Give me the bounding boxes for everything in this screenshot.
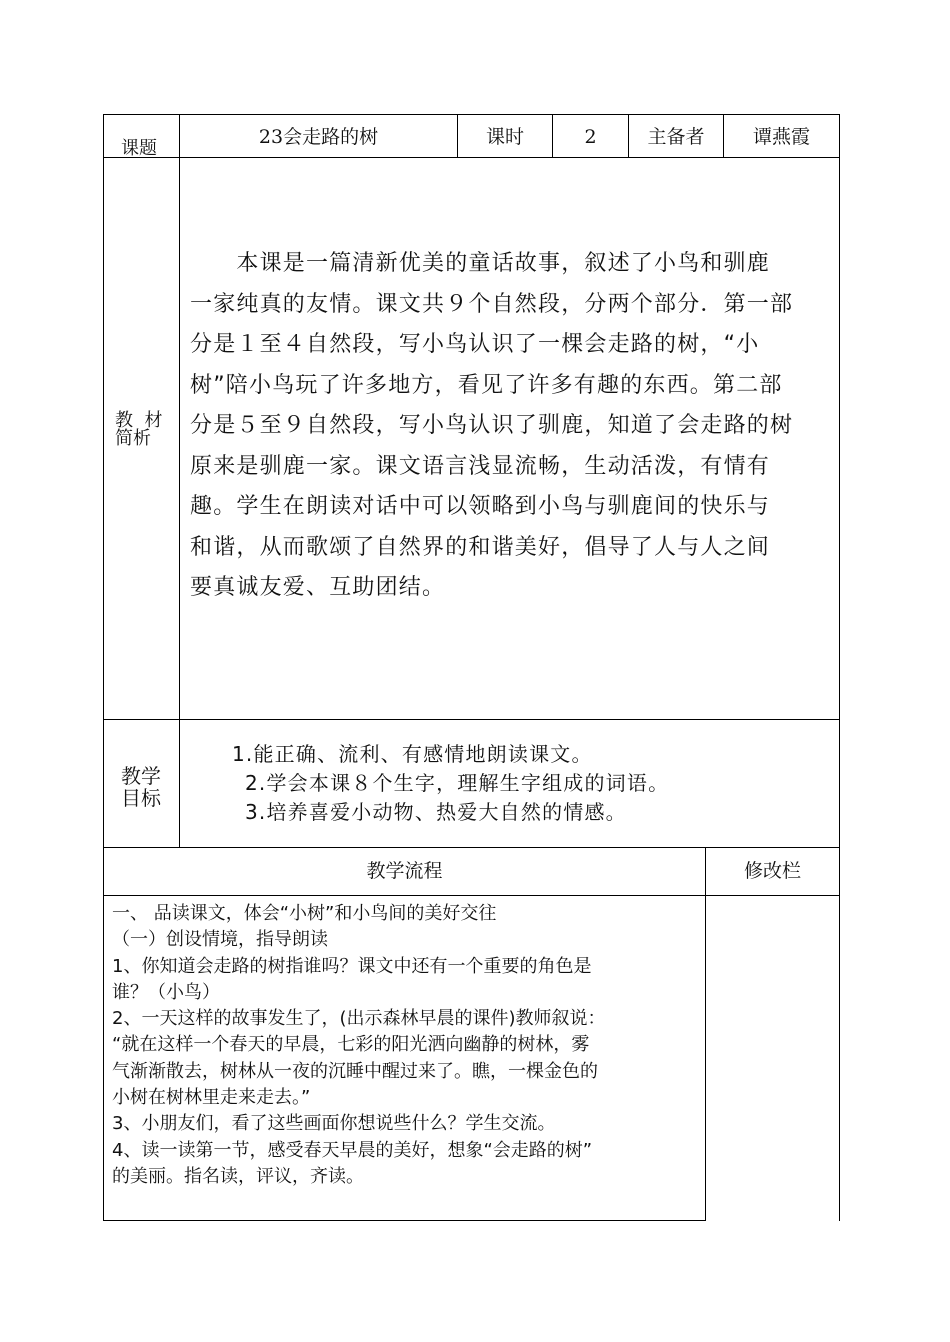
row-divider-header <box>103 157 840 158</box>
analysis-line: 本课是一篇清新优美的童话故事，叙述了小鸟和驯鹿 <box>190 251 771 276</box>
process-header-right: 修改栏 <box>743 860 801 882</box>
goals-label-line1: 教学 <box>121 764 161 788</box>
table-border-left <box>103 114 104 1221</box>
process-line: 2、一天这样的故事发生了，(出示森林早晨的课件)教师叙说： <box>112 1008 606 1030</box>
row-divider-process-header <box>103 895 840 896</box>
process-line: “就在这样一个春天的早晨，七彩的阳光洒向幽静的树林，雾 <box>112 1034 590 1056</box>
process-line: 的美丽。指名读，评议，齐读。 <box>112 1165 364 1187</box>
process-cell-bottom <box>103 1220 706 1221</box>
process-line: 气渐渐散去，树林从一夜的沉睡中醒过来了。瞧，一棵金色的 <box>112 1060 598 1082</box>
process-line: 谁？（小鸟） <box>112 981 220 1003</box>
row-divider-goals <box>103 847 840 848</box>
analysis-label <box>115 412 162 448</box>
process-line: （一）创设情境，指导朗读 <box>112 929 328 951</box>
topic-value: 23会走路的树 <box>258 126 379 148</box>
goal-item-1: 1.能正确、流利、有感情地朗读课文。 <box>232 742 593 766</box>
goals-label-line2: 目标 <box>121 786 161 810</box>
hours-value: 2 <box>584 126 597 148</box>
goals-label <box>121 765 161 809</box>
hours-label: 课时 <box>485 126 524 148</box>
analysis-text <box>190 244 830 609</box>
process-line: 一、 品读课文，体会“小树”和小鸟间的美好交往 <box>112 903 497 924</box>
process-column-divider <box>705 847 706 1221</box>
analysis-label-line1: 教 材 <box>115 410 163 431</box>
process-line: 4、读一读第一节，感受春天早晨的美好，想象“会走路的树” <box>112 1139 593 1161</box>
process-line: 小树在树林里走来走去。” <box>112 1087 311 1109</box>
analysis-line: 趣。学生在朗读对话中可以领略到小鸟与驯鹿间的快乐与 <box>190 494 771 519</box>
process-content <box>112 901 702 1190</box>
preparer-label: 主备者 <box>647 126 705 148</box>
table-border-top <box>103 114 840 115</box>
process-header-left: 教学流程 <box>366 860 443 882</box>
process-line: 1、你知道会走路的树指谁吗？课文中还有一个重要的角色是 <box>112 955 592 977</box>
analysis-line: 分是１至４自然段，写小鸟认识了一棵会走路的树，“小 <box>190 332 760 357</box>
analysis-line: 要真诚友爱、互助团结。 <box>190 575 446 600</box>
analysis-line: 原来是驯鹿一家。课文语言浅显流畅，生动活泼，有情有 <box>190 453 771 479</box>
preparer-value: 谭燕霞 <box>752 126 810 148</box>
table-border-right <box>839 114 840 1221</box>
goal-item-3: 3.培养喜爱小动物、热爱大自然的情感。 <box>245 800 627 824</box>
analysis-line: 树”陪小鸟玩了许多地方，看见了许多有趣的东西。第二部 <box>190 372 783 398</box>
process-line: 3、小朋友们，看了这些画面你想说些什么？学生交流。 <box>112 1113 556 1135</box>
label-column-divider <box>179 114 180 848</box>
analysis-line: 一家纯真的友情。课文共９个自然段，分两个部分．第一部 <box>190 291 794 317</box>
goal-item-2: 2.学会本课８个生字，理解生字组成的词语。 <box>245 771 670 795</box>
analysis-line: 分是５至９自然段，写小鸟认识了驯鹿，知道了会走路的树 <box>190 413 794 438</box>
topic-label: 课题 <box>121 138 157 159</box>
analysis-line: 和谐，从而歌颂了自然界的和谐美好，倡导了人与人之间 <box>190 534 771 560</box>
row-divider-analysis <box>103 719 840 720</box>
analysis-label-line2: 简析 <box>115 428 151 449</box>
